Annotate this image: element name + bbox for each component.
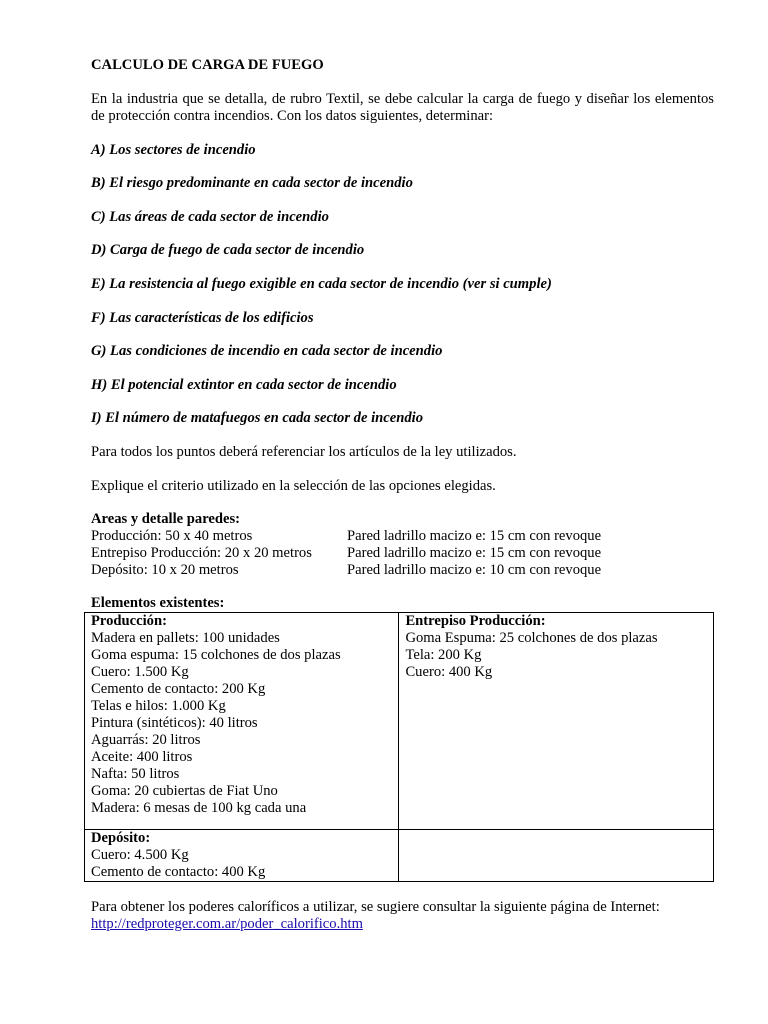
area-size: Producción: 50 x 40 metros [91, 527, 253, 544]
area-row [91, 528, 714, 545]
task-item: D) Carga de fuego de cada sector de incendio [91, 242, 365, 259]
list-item: Aceite: 400 litros [91, 748, 193, 765]
list-item: Tela: 200 Kg [405, 646, 482, 663]
area-wall: Pared ladrillo macizo e: 15 cm con revoque [347, 544, 602, 561]
areas-heading: Areas y detalle paredes: [91, 510, 241, 527]
footer-text: Para obtener los poderes caloríficos a utilizar, se sugiere consultar la siguiente página de Internet: [91, 898, 660, 915]
list-item: Cuero: 1.500 Kg [91, 663, 189, 680]
note-references: Para todos los puntos deberá referenciar los artículos de la ley utilizados. [91, 443, 517, 460]
note-criteria: Explique el criterio utilizado en la selección de las opciones elegidas. [91, 477, 496, 494]
task-list [91, 142, 714, 428]
produccion-title: Producción: [91, 612, 167, 629]
list-item: Madera en pallets: 100 unidades [91, 629, 280, 646]
table-row [85, 829, 714, 881]
entrepiso-title: Entrepiso Producción: [405, 612, 546, 629]
list-item: Cuero: 4.500 Kg [91, 846, 189, 863]
page-title: CALCULO DE CARGA DE FUEGO [91, 57, 324, 73]
list-item: Telas e hilos: 1.000 Kg [91, 697, 226, 714]
area-wall: Pared ladrillo macizo e: 10 cm con revoque [347, 561, 602, 578]
deposito-cell [85, 829, 399, 881]
area-row [91, 562, 714, 579]
list-item: Goma espuma: 15 colchones de dos plazas [91, 646, 341, 663]
list-item: Pintura (sintéticos): 40 litros [91, 714, 258, 731]
document-body [91, 57, 714, 933]
list-item: Madera: 6 mesas de 100 kg cada una [91, 799, 307, 816]
area-wall: Pared ladrillo macizo e: 15 cm con revoque [347, 527, 602, 544]
task-item: F) Las características de los edificios [91, 309, 314, 326]
produccion-cell [85, 612, 399, 829]
area-size: Depósito: 10 x 20 metros [91, 561, 239, 578]
task-item: A) Los sectores de incendio [91, 141, 256, 158]
list-item: Cemento de contacto: 400 Kg [91, 863, 266, 880]
list-item: Nafta: 50 litros [91, 765, 180, 782]
list-item: Aguarrás: 20 litros [91, 731, 201, 748]
list-item: Cemento de contacto: 200 Kg [91, 680, 266, 697]
task-item: B) El riesgo predominante en cada sector de incendio [91, 175, 413, 192]
intro-paragraph: En la industria que se detalla, de rubro Textil, se debe calcular la carga de fuego y diseñar los elementos de protección contra incendios. Con los datos siguientes, determinar: [91, 91, 714, 124]
task-item: E) La resistencia al fuego exigible en cada sector de incendio (ver si cumple) [91, 275, 552, 292]
list-item: Goma Espuma: 25 colchones de dos plazas [405, 629, 658, 646]
list-item: Cuero: 400 Kg [405, 663, 493, 680]
areas-section [91, 511, 714, 579]
elements-heading: Elementos existentes: [91, 594, 225, 611]
calorific-power-link[interactable]: http://redproteger.com.ar/poder_calorifico.htm [91, 915, 363, 932]
footer-section [91, 899, 714, 933]
entrepiso-cell [399, 612, 714, 829]
area-size: Entrepiso Producción: 20 x 20 metros [91, 544, 312, 561]
elements-table [84, 612, 714, 882]
table-row [85, 612, 714, 829]
deposito-title: Depósito: [91, 829, 151, 846]
task-item: I) El número de matafuegos en cada sector de incendio [91, 410, 423, 427]
list-item: Goma: 20 cubiertas de Fiat Uno [91, 782, 278, 799]
task-item: H) El potencial extintor en cada sector de incendio [91, 376, 397, 393]
area-row [91, 545, 714, 562]
task-item: G) Las condiciones de incendio en cada sector de incendio [91, 343, 443, 360]
task-item: C) Las áreas de cada sector de incendio [91, 208, 329, 225]
empty-cell [399, 829, 714, 881]
